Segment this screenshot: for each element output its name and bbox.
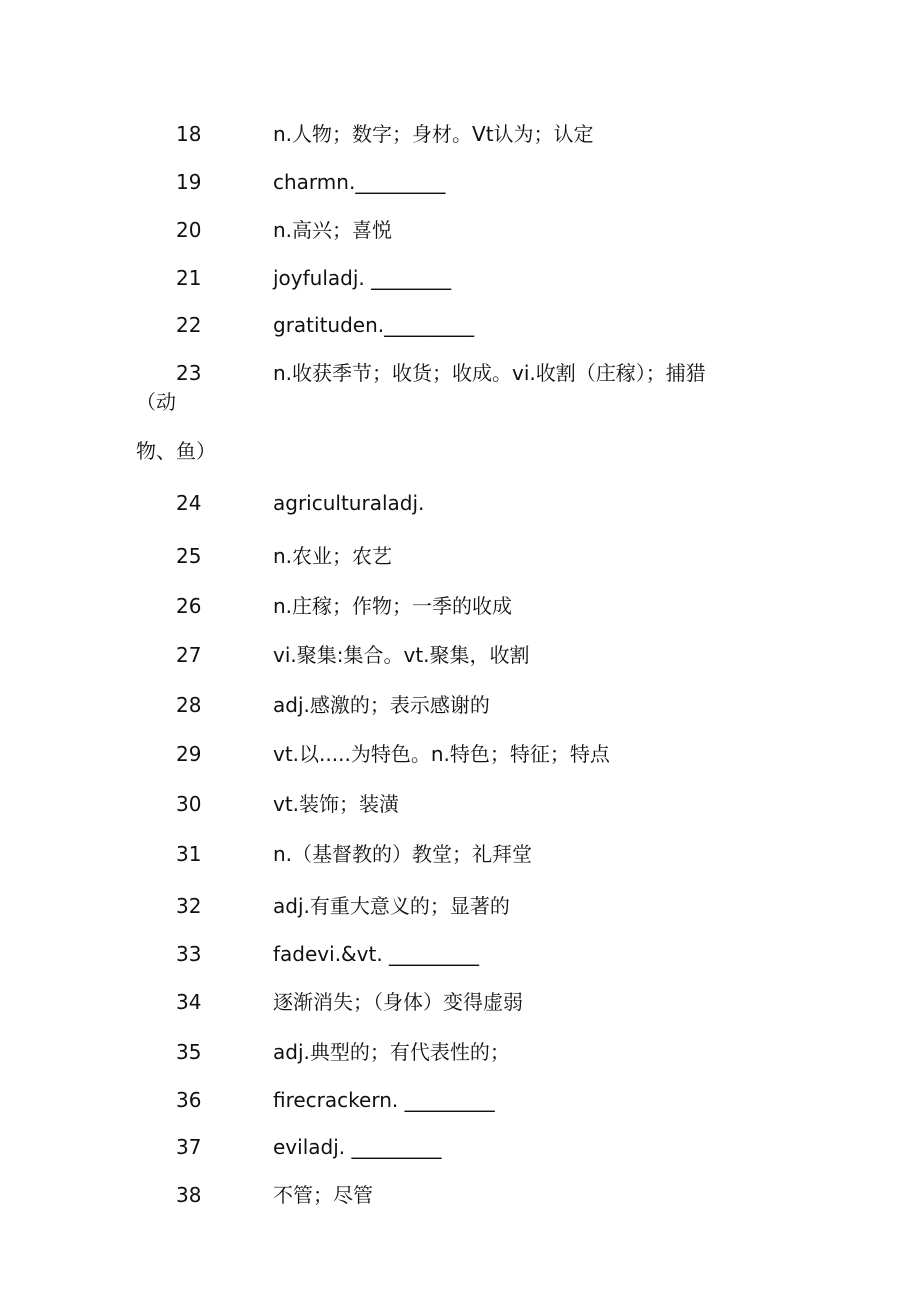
entry-number: 24 [176,491,202,515]
entry-number: 19 [176,170,202,194]
vocab-entry-33 [0,937,920,971]
entry-definition: n.农业；农艺 [273,544,393,568]
entry-definition: adj.典型的；有代表性的； [273,1040,510,1064]
entry-definition: firecrackern. _________ [273,1088,495,1112]
entry-number: 29 [176,742,202,766]
entry-definition: charmn._________ [273,170,446,194]
entry-definition: eviladj. _________ [273,1135,442,1159]
vocab-entry-38 [0,1178,920,1212]
vocab-entry-31 [0,837,920,871]
vocab-entry-19 [0,165,920,199]
entry-definition: n.人物；数字；身材。Vt认为；认定 [273,122,594,146]
vocab-entry-24 [0,486,920,520]
entry-definition: n.收获季节；收货；收成。vi.收割（庄稼）；捕猎 [273,361,706,385]
entry-definition: n.高兴；喜悦 [273,218,393,242]
entry-definition: 逐渐消失；（身体）变得虚弱 [273,990,523,1014]
entry-number: 37 [176,1135,202,1159]
entry-number: 26 [176,594,202,618]
entry-number: 31 [176,842,202,866]
entry-number: 27 [176,643,202,667]
entry-definition: 不管；尽管 [273,1183,373,1207]
entry-definition-continuation: 物、鱼） [136,439,216,463]
entry-number: 35 [176,1040,202,1064]
vocab-entry-36 [0,1083,920,1117]
entry-number: 21 [176,266,202,290]
entry-definition-continuation: （动 [136,390,176,414]
entry-definition: fadevi.&vt. _________ [273,942,480,966]
entry-definition: gratituden._________ [273,313,475,337]
entry-number: 34 [176,990,202,1014]
entry-definition: n.庄稼；作物；一季的收成 [273,594,513,618]
vocab-entry-26 [0,589,920,623]
entry-definition: joyfuladj. ________ [273,266,452,290]
entry-number: 28 [176,693,202,717]
vocab-entry-34 [0,985,920,1019]
vocab-entry-35 [0,1035,920,1069]
entry-definition: n.（基督教的）教堂；礼拜堂 [273,842,533,866]
entry-number: 33 [176,942,202,966]
entry-number: 32 [176,894,202,918]
entry-definition: agriculturaladj. [273,491,425,515]
vocab-entry-32 [0,889,920,923]
vocab-entry-22 [0,308,920,342]
entry-number: 22 [176,313,202,337]
vocab-entry-25 [0,539,920,573]
entry-definition: vi.聚集:集合。vt.聚集，收割 [273,643,530,667]
vocab-entry-20 [0,213,920,247]
vocab-entry-37 [0,1130,920,1164]
entry-number: 18 [176,122,202,146]
entry-number: 36 [176,1088,202,1112]
vocab-entry-18 [0,117,920,151]
vocab-entry-27 [0,638,920,672]
entry-number: 23 [176,361,202,385]
entry-definition: vt.装饰；装潢 [273,792,400,816]
vocab-entry-30 [0,787,920,821]
vocab-entry-29 [0,737,920,771]
vocab-entry-28 [0,688,920,722]
entry-definition: adj.感激的；表示感谢的 [273,693,490,717]
entry-number: 30 [176,792,202,816]
entry-definition: adj.有重大意义的；显著的 [273,894,510,918]
entry-number: 20 [176,218,202,242]
entry-number: 25 [176,544,202,568]
entry-definition: vt.以.....为特色。n.特色；特征；特点 [273,742,610,766]
vocab-entry-21 [0,261,920,295]
entry-number: 38 [176,1183,202,1207]
